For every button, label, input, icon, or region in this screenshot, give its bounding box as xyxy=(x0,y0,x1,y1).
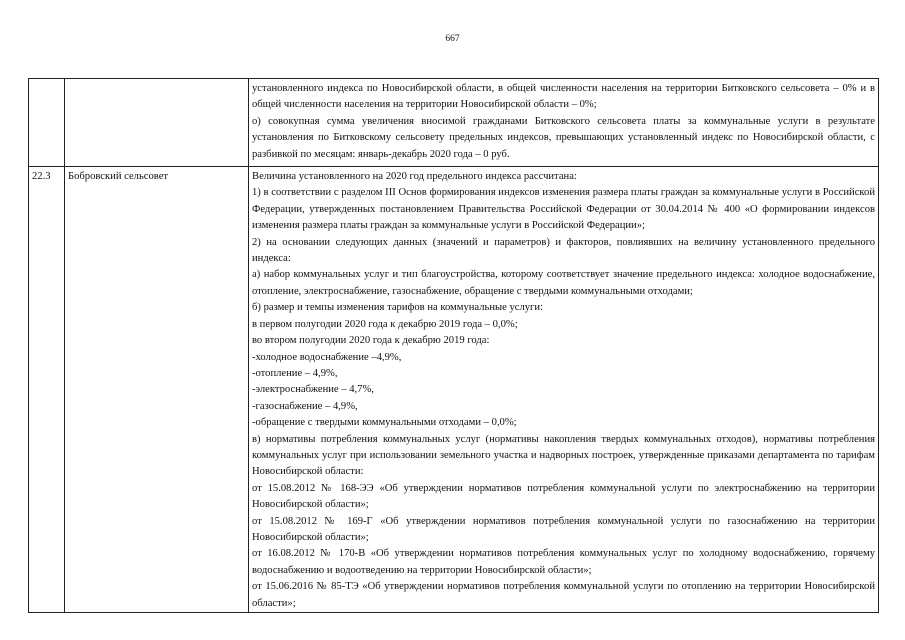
paragraph: во втором полугодии 2020 года к декабрю 2019 года: xyxy=(252,335,490,347)
table-row xyxy=(29,167,879,613)
paragraph: 1) в соответствии с разделом III Основ формирования индексов изменения размера платы граждан за коммунальные услуги в Российской Федерации, утвержденных постановлением Правительства Российской Федерации от 30.04.2014 № 400 «О формировании индексов изменения размера платы граждан за коммунальные услуги в Российской Федерации»; xyxy=(252,187,875,232)
description-cell xyxy=(249,167,879,613)
paragraph: -газоснабжение – 4,9%, xyxy=(252,400,358,412)
paragraph: установленного индекса по Новосибирской области, в общей численности населения на территории Битковского сельсовета – 0% и в общей численности населения на территории Новосибирской области – 0%; xyxy=(252,83,875,111)
paragraph: от 15.06.2016 № 85-ТЭ «Об утверждении нормативов потребления коммунальной услуги по отоплению на территории Новосибирской области»; xyxy=(252,581,875,609)
paragraph: -холодное водоснабжение –4,9%, xyxy=(252,351,402,363)
paragraph: Величина установленного на 2020 год предельного индекса рассчитана: xyxy=(252,171,577,183)
settlement-name-cell: Бобровский сельсовет xyxy=(65,167,249,613)
content-table xyxy=(28,78,879,613)
paragraph: от 15.08.2012 № 169-Г «Об утверждении нормативов потребления коммунальной услуги по газоснабжению на территории Новосибирской области»; xyxy=(252,515,875,543)
paragraph: -отопление – 4,9%, xyxy=(252,367,338,379)
paragraph: -электроснабжение – 4,7%, xyxy=(252,384,374,396)
table-row xyxy=(29,79,879,167)
row-number-cell xyxy=(29,79,65,167)
paragraph: от 16.08.2012 № 170-В «Об утверждении нормативов потребления коммунальных услуг по холодному водоснабжению, горячему водоснабжению и водоотведению на территории Новосибирской области»; xyxy=(252,548,875,576)
paragraph: а) набор коммунальных услуг и тип благоустройства, которому соответствует значение предельного индекса: холодное водоснабжение, отопление, электроснабжение, газоснабжение, обращение с твердыми коммунальными отходами; xyxy=(252,269,875,297)
row-number-cell: 22.3 xyxy=(29,167,65,613)
paragraph: -обращение с твердыми коммунальными отходами – 0,0%; xyxy=(252,417,517,429)
paragraph: о) совокупная сумма увеличения вносимой гражданами Битковского сельсовета платы за коммунальные услуги в результате установления по Битковскому сельсовету предельных индексов, превышающих установленный индекс по Новосибирской области, с разбивкой по месяцам: январь-декабрь 2020 года – 0 руб. xyxy=(252,115,875,160)
description-cell xyxy=(249,79,879,167)
paragraph: в) нормативы потребления коммунальных услуг (нормативы накопления твердых коммунальных отходов), нормативы потребления коммунальных услуг при использовании земельного участка и надворных построек, утвержденные приказами департамента по тарифам Новосибирской области: xyxy=(252,433,875,478)
settlement-name-cell xyxy=(65,79,249,167)
paragraph: б) размер и темпы изменения тарифов на коммунальные услуги: xyxy=(252,302,544,314)
paragraph: от 15.08.2012 № 168-ЭЭ «Об утверждении нормативов потребления коммунальной услуги по электроснабжению на территории Новосибирской области»; xyxy=(252,482,875,511)
page-number: 667 xyxy=(445,34,460,44)
paragraph: 2) на основании следующих данных (значений и параметров) и факторов, повлиявших на величину установленного предельного индекса: xyxy=(252,236,875,265)
paragraph: в первом полугодии 2020 года к декабрю 2019 года – 0,0%; xyxy=(252,318,518,330)
